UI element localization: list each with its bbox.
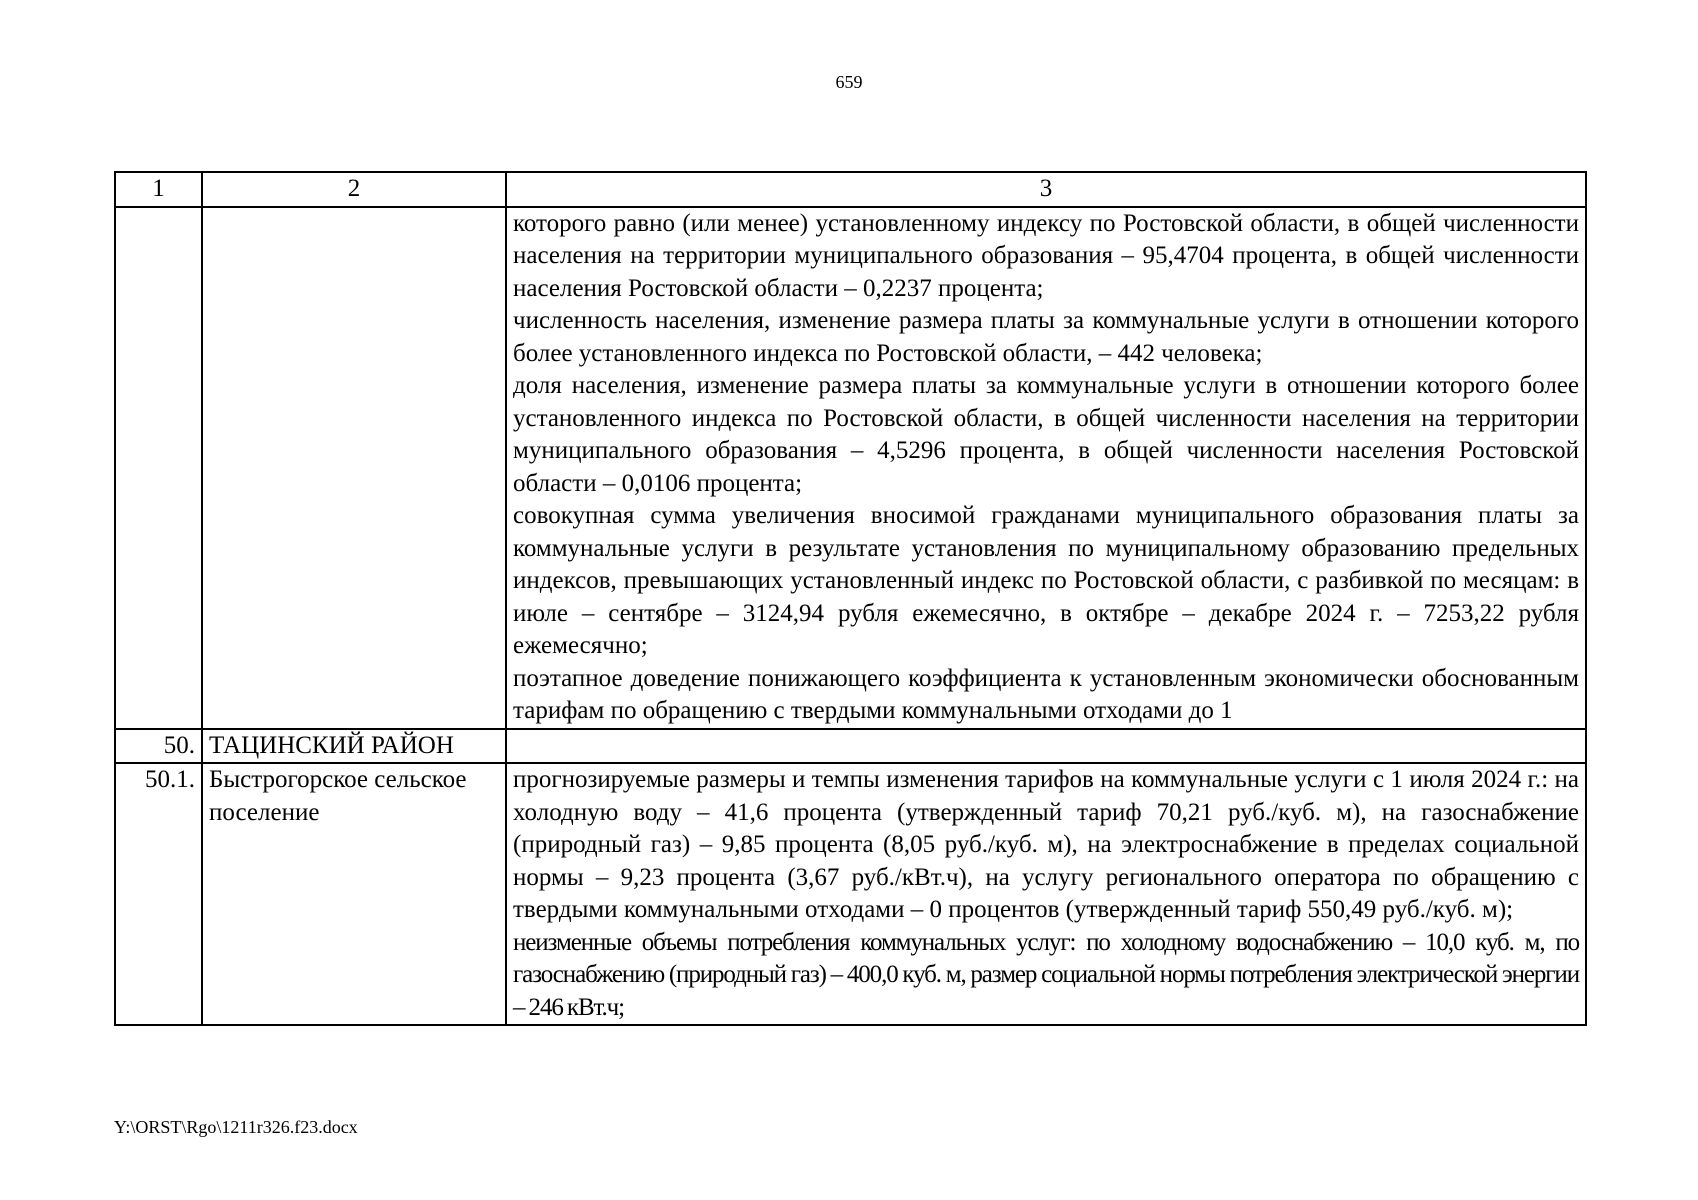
table-row-continuation (115, 207, 1586, 729)
column-header-3: 3 (506, 172, 1586, 207)
district-number: 50. (115, 729, 202, 764)
settlement-name: Быстрогорское сельское поселение (202, 763, 506, 1025)
paragraph: доля населения, изменение размера платы за коммунальные услуги в отношении которого более установленного индекса по Ростовской области, в общей численности населения на территории муниципального образования – 4,5296 процента, в общей численности населения Ростовской области – 0,0106 процента; (513, 372, 1579, 497)
row-name-cell (202, 207, 506, 729)
paragraph: неизменные объемы потребления коммунальных услуг: по холодному водоснабжению – 10,0 куб. м, по газоснабжению (природный газ) – 400,0 куб. м, размер социальной нормы потребления электрической энергии – 246 кВт.ч; (513, 928, 1579, 1021)
table-row-settlement (115, 763, 1586, 1025)
table-row-district (115, 729, 1586, 764)
paragraph: совокупная сумма увеличения вносимой гражданами муниципального образования платы за коммунальные услуги в результате установления по муниципальному образованию предельных индексов, превышающих установленный индекс по Ростовской области, с разбивкой по месяцам: в июле – сентябре – 3124,94 рубля ежемесячно, в октябре – декабре 2024 г. – 7253,22 рубля ежемесячно; (513, 502, 1579, 659)
column-header-2: 2 (202, 172, 506, 207)
file-path-footer: Y:\ORST\Rgo\1211r326.f23.docx (114, 1117, 358, 1137)
district-name: ТАЦИНСКИЙ РАЙОН (202, 729, 506, 764)
column-header-1: 1 (115, 172, 202, 207)
document-table (114, 171, 1587, 1026)
page-number: 659 (835, 72, 863, 92)
row-content-cell (506, 207, 1586, 729)
settlement-number: 50.1. (115, 763, 202, 1025)
paragraph: прогнозируемые размеры и темпы изменения тарифов на коммунальные услуги с 1 июля 2024 г.: на холодную воду – 41,6 процента (утвержденный тариф 70,21 руб./куб. м), на газоснабжение (природный газ) – 9,85 процента (8,05 руб./куб. м), на электроснабжение в пределах социальной нормы – 9,23 процента (3,67 руб./кВт.ч), на услугу регионального оператора по обращению с твердыми коммунальными отходами – 0 процентов (утвержденный тариф 550,49 руб./куб. м); (513, 766, 1579, 923)
paragraph: поэтапное доведение понижающего коэффициента к установленным экономически обоснованным тарифам по обращению с твердыми коммунальными отходами до 1 (513, 664, 1579, 724)
district-content-cell (506, 729, 1586, 764)
table-header-row (115, 172, 1586, 207)
paragraph: численность населения, изменение размера платы за коммунальные услуги в отношении которого более установленного индекса по Ростовской области, – 442 человека; (513, 307, 1579, 367)
paragraph: которого равно (или менее) установленному индексу по Ростовской области, в общей численности населения на территории муниципального образования – 95,4704 процента, в общей численности населения Ростовской области – 0,2237 процента; (513, 209, 1579, 302)
settlement-content-cell (506, 763, 1586, 1025)
row-number-cell (115, 207, 202, 729)
